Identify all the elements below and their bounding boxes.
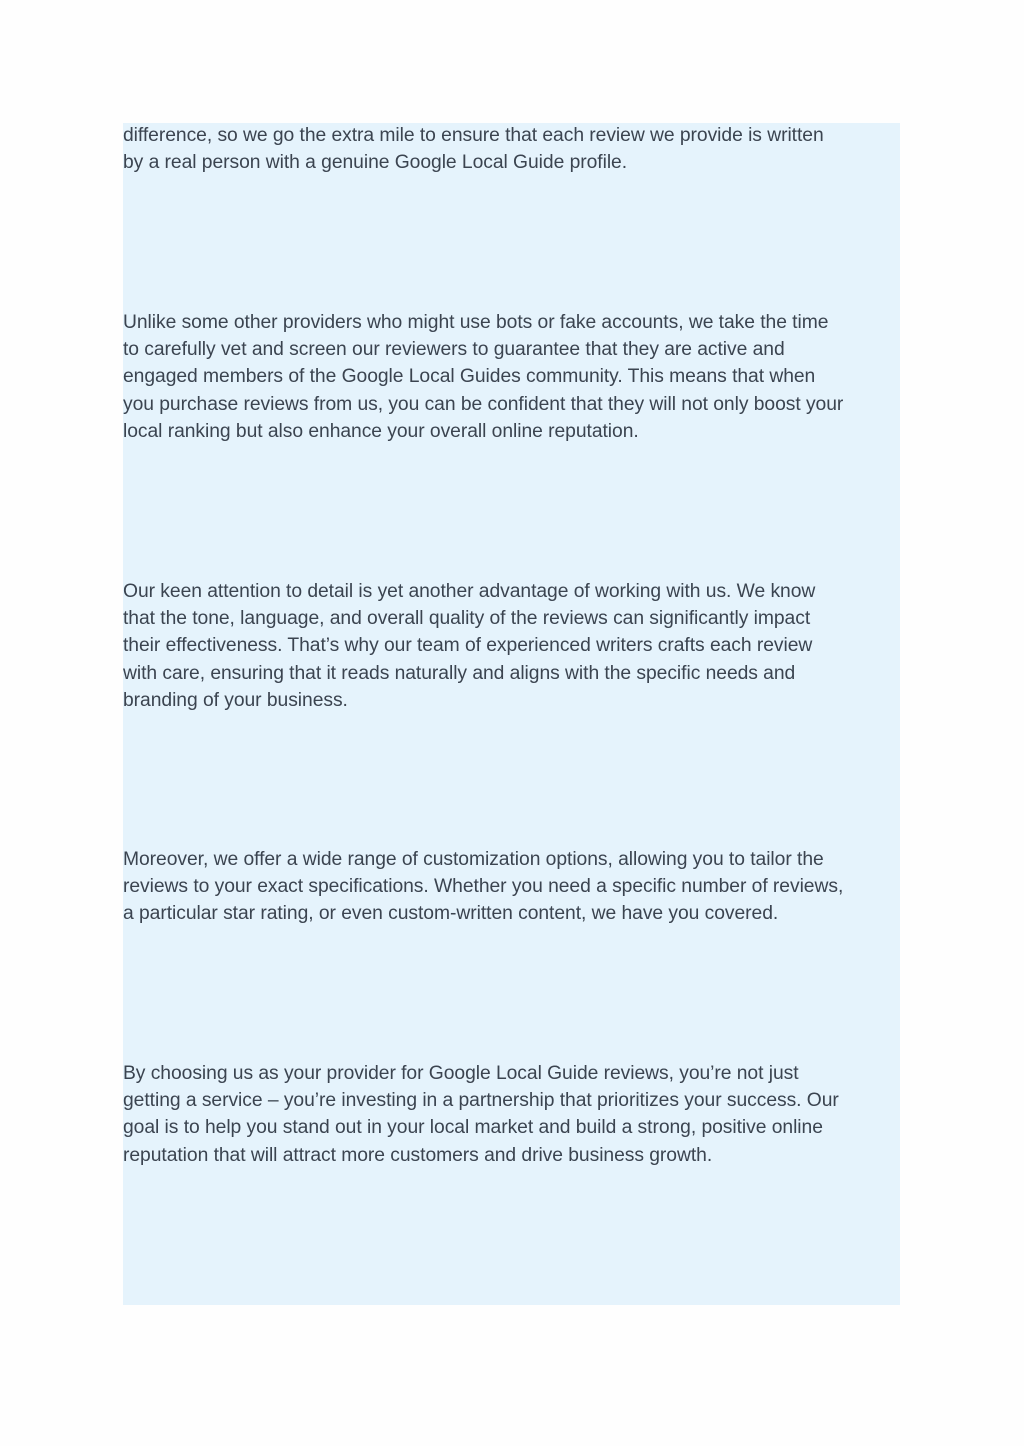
content-block bbox=[123, 123, 900, 1305]
paragraph-line: difference, so we go the extra mile to ensure that each review we provide is written bbox=[123, 125, 824, 146]
paragraph-line: goal is to help you stand out in your local market and build a strong, positive online bbox=[123, 1117, 823, 1139]
paragraph-line: their effectiveness. That’s why our team of experienced writers crafts each review bbox=[123, 635, 813, 657]
paragraph-4 bbox=[123, 846, 900, 928]
paragraph-line: engaged members of the Google Local Guides community. This means that when bbox=[123, 366, 816, 388]
paragraph-line: with care, ensuring that it reads naturally and aligns with the specific needs and bbox=[123, 662, 796, 684]
paragraph-line: reputation that will attract more customers and drive business growth. bbox=[123, 1144, 713, 1166]
paragraph-line: local ranking but also enhance your overall online reputation. bbox=[123, 420, 639, 442]
paragraph-1 bbox=[123, 122, 900, 176]
paragraph-line: Our keen attention to detail is yet another advantage of working with us. We know bbox=[123, 581, 816, 602]
paragraph-line: a particular star rating, or even custom-written content, we have you covered. bbox=[123, 903, 779, 925]
paragraph-line: reviews to your exact specifications. Whether you need a specific number of reviews, bbox=[123, 876, 844, 898]
paragraph-line: Moreover, we offer a wide range of customization options, allowing you to tailor the bbox=[123, 849, 824, 870]
paragraph-2 bbox=[123, 309, 900, 445]
paragraph-line: branding of your business. bbox=[123, 689, 348, 711]
paragraph-line: getting a service – you’re investing in a partnership that prioritizes your success. Our bbox=[123, 1090, 839, 1112]
paragraph-line: by a real person with a genuine Google Local Guide profile. bbox=[123, 152, 628, 174]
paragraph-3 bbox=[123, 578, 900, 714]
paragraph-line: that the tone, language, and overall quality of the reviews can significantly impact bbox=[123, 608, 811, 630]
paragraph-line: Unlike some other providers who might use bots or fake accounts, we take the time bbox=[123, 312, 829, 333]
paragraph-line: to carefully vet and screen our reviewers to guarantee that they are active and bbox=[123, 339, 785, 361]
paragraph-line: you purchase reviews from us, you can be confident that they will not only boost your bbox=[123, 393, 844, 415]
paragraph-5 bbox=[123, 1060, 900, 1169]
paragraph-line: By choosing us as your provider for Google Local Guide reviews, you’re not just bbox=[123, 1063, 799, 1084]
